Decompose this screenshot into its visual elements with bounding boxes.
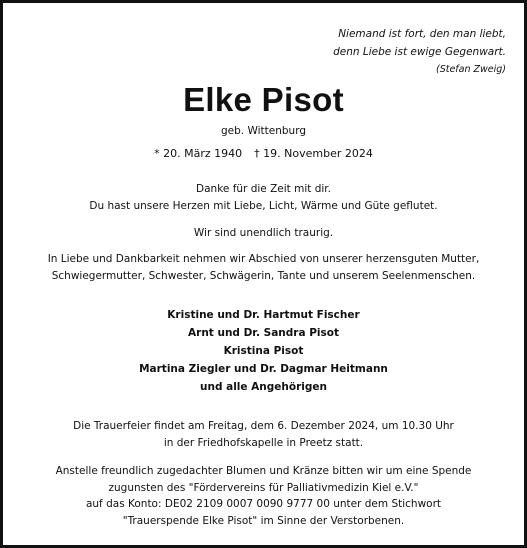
mourner-line: Arnt und Dr. Sandra Pisot (188, 327, 339, 339)
text-line: Anstelle freundlich zugedachter Blumen und Kränze bitten wir um eine Spende (55, 465, 472, 477)
quote-line: denn Liebe ist ewige Gegenwart. (333, 46, 506, 58)
text-line: "Trauerspende Elke Pisot" im Sinne der Verstorbenen. (122, 514, 405, 527)
life-dates (3, 146, 524, 162)
farewell-paragraph (3, 251, 524, 285)
funeral-info (3, 418, 524, 452)
thanks-paragraph (3, 181, 524, 215)
text-line: Danke für die Zeit mit dir. (196, 183, 331, 195)
deceased-name: Elke Pisot (183, 81, 344, 118)
sad-line: Wir sind unendlich traurig. (193, 227, 334, 239)
birth-date: * 20. März 1940 (154, 147, 243, 160)
text-line: in der Friedhofskapelle in Preetz statt. (163, 437, 364, 449)
epigraph-quote (333, 25, 506, 78)
text-line: In Liebe und Dankbarkeit nehmen wir Abschied von unserer herzensguten Mutter, (47, 253, 480, 265)
death-date: † 19. November 2024 (254, 147, 373, 160)
mourners-list (3, 306, 524, 396)
quote-line: Niemand ist fort, den man liebt, (338, 28, 506, 40)
text-line: zugunsten des "Fördervereins für Palliativmedizin Kiel e.V." (108, 481, 419, 494)
birth-name: geb. Wittenburg (221, 125, 306, 137)
mourner-line: und alle Angehörigen (200, 381, 327, 393)
mourner-line: Martina Ziegler und Dr. Dagmar Heitmann (139, 363, 388, 375)
donation-info (3, 463, 524, 529)
mourner-line: Kristine und Dr. Hartmut Fischer (167, 309, 360, 321)
text-line: Die Trauerfeier findet am Freitag, dem 6. Dezember 2024, um 10.30 Uhr (73, 420, 454, 432)
mourner-line: Kristina Pisot (223, 345, 304, 357)
text-line: Schwiegermutter, Schwester, Schwägerin, Tante und unserem Seelenmenschen. (51, 270, 476, 282)
quote-author: (Stefan Zweig) (435, 64, 506, 75)
text-line: Du hast unsere Herzen mit Liebe, Licht, Wärme und Güte geflutet. (89, 200, 438, 212)
text-line: auf das Konto: DE02 2109 0007 0090 9777 00 unter dem Stichwort (85, 498, 442, 510)
